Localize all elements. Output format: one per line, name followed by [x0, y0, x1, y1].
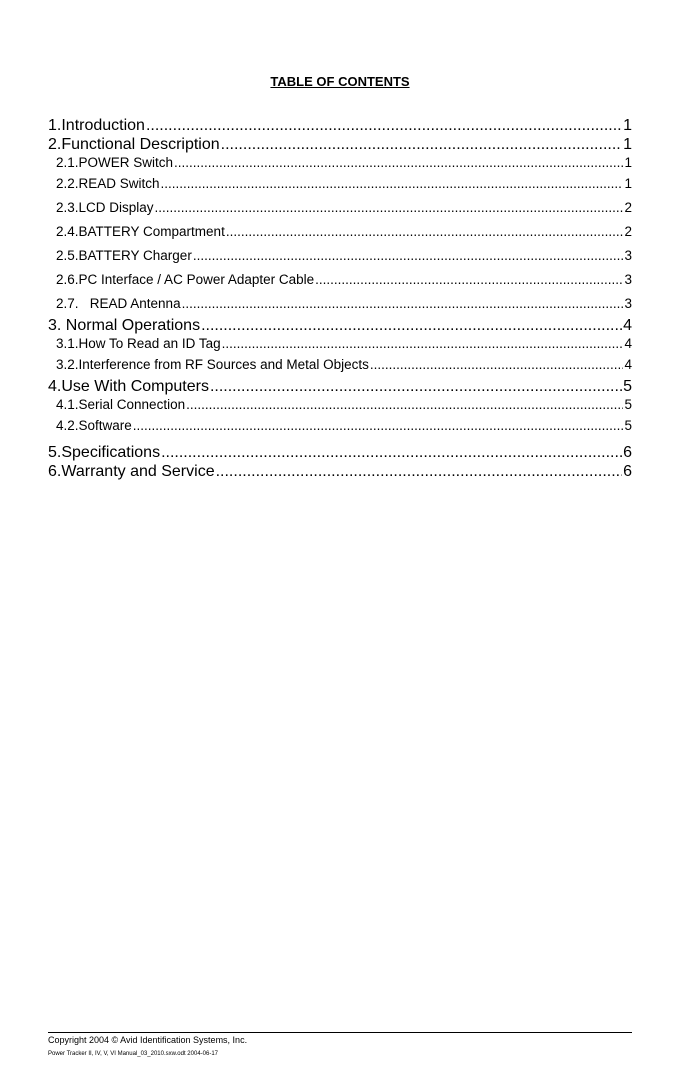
- toc-entry-page: 5: [623, 378, 632, 395]
- toc-entry-page: 5: [624, 418, 632, 433]
- toc-entry-serial-connection[interactable]: [48, 396, 632, 414]
- toc-entry-page: 1: [624, 155, 632, 170]
- toc-entry-battery-charger[interactable]: [48, 244, 632, 268]
- toc-entry-text: 4.2.Software: [56, 418, 132, 433]
- toc-entry-text: 2.2.READ Switch: [56, 176, 160, 191]
- toc-entry-text: 2.6.PC Interface / AC Power Adapter Cable: [56, 272, 315, 287]
- dot-leader: [216, 462, 623, 481]
- dot-leader: [161, 443, 622, 462]
- toc-entry-interference[interactable]: [48, 353, 632, 377]
- toc-entry-normal-operations[interactable]: [48, 316, 632, 335]
- table-of-contents: [48, 116, 632, 481]
- toc-entry-software[interactable]: [48, 414, 632, 438]
- toc-entry-text: 4.1.Serial Connection: [56, 397, 186, 412]
- toc-entry-text: 3.1.How To Read an ID Tag: [56, 336, 221, 351]
- toc-entry-page: 3: [624, 272, 632, 287]
- toc-entry-pc-interface[interactable]: [48, 268, 632, 292]
- toc-entry-page: 4: [624, 357, 632, 372]
- toc-entry-read-antenna[interactable]: [48, 292, 632, 316]
- toc-entry-page: 1: [624, 176, 632, 191]
- toc-entry-text: 2.7. READ Antenna: [56, 296, 181, 311]
- dot-leader: [210, 377, 622, 396]
- toc-entry-text: 2.Functional Description: [48, 136, 220, 153]
- dot-leader: [370, 353, 624, 377]
- toc-title: TABLE OF CONTENTS: [270, 74, 410, 89]
- toc-entry-page: 3: [624, 296, 632, 311]
- dot-leader: [226, 220, 624, 244]
- toc-entry-lcd-display[interactable]: [48, 196, 632, 220]
- dot-leader: [146, 116, 622, 135]
- dot-leader: [186, 396, 623, 414]
- toc-entry-page: 6: [623, 444, 632, 461]
- toc-entry-use-with-computers[interactable]: [48, 377, 632, 396]
- toc-entry-specifications[interactable]: [48, 443, 632, 462]
- dot-leader: [174, 154, 623, 172]
- toc-entry-page: 4: [624, 336, 632, 351]
- toc-entry-power-switch[interactable]: [48, 154, 632, 172]
- toc-entry-page: 3: [624, 248, 632, 263]
- dot-leader: [182, 292, 624, 316]
- dot-leader: [133, 414, 624, 438]
- toc-entry-page: 2: [624, 200, 632, 215]
- dot-leader: [201, 316, 622, 335]
- toc-entry-text: 2.3.LCD Display: [56, 200, 154, 215]
- toc-entry-text: 6.Warranty and Service: [48, 463, 215, 480]
- toc-entry-functional-description[interactable]: [48, 135, 632, 154]
- toc-entry-text: 1.Introduction: [48, 117, 145, 134]
- toc-entry-introduction[interactable]: [48, 116, 632, 135]
- dot-leader: [161, 172, 624, 196]
- footer-copyright: Copyright 2004 © Avid Identification Systems, Inc.: [48, 1035, 248, 1045]
- toc-entry-page: 6: [623, 463, 632, 480]
- footer-document-reference: Power Tracker II, IV, V, VI Manual_03_2010.sxw.odt 2004-06-17: [48, 1051, 218, 1057]
- toc-entry-text: 3. Normal Operations: [48, 317, 201, 334]
- toc-entry-read-switch[interactable]: [48, 172, 632, 196]
- toc-entry-page: 1: [623, 136, 632, 153]
- dot-leader: [155, 196, 624, 220]
- footer-divider: [48, 1032, 632, 1033]
- toc-entry-read-id-tag[interactable]: [48, 335, 632, 353]
- toc-entry-text: 2.5.BATTERY Charger: [56, 248, 192, 263]
- toc-entry-page: 5: [624, 397, 632, 412]
- toc-entry-page: 4: [623, 317, 632, 334]
- toc-entry-warranty[interactable]: [48, 462, 632, 481]
- toc-entry-text: 3.2.Interference from RF Sources and Metal Objects: [56, 357, 369, 372]
- toc-entry-page: 2: [624, 224, 632, 239]
- dot-leader: [221, 135, 622, 154]
- dot-leader: [315, 268, 623, 292]
- toc-entry-text: 2.1.POWER Switch: [56, 155, 174, 170]
- toc-entry-text: 2.4.BATTERY Compartment: [56, 224, 225, 239]
- dot-leader: [193, 244, 624, 268]
- toc-entry-text: 5.Specifications: [48, 444, 161, 461]
- toc-entry-text: 4.Use With Computers: [48, 378, 209, 395]
- toc-entry-battery-compartment[interactable]: [48, 220, 632, 244]
- toc-entry-page: 1: [623, 117, 632, 134]
- dot-leader: [222, 335, 624, 353]
